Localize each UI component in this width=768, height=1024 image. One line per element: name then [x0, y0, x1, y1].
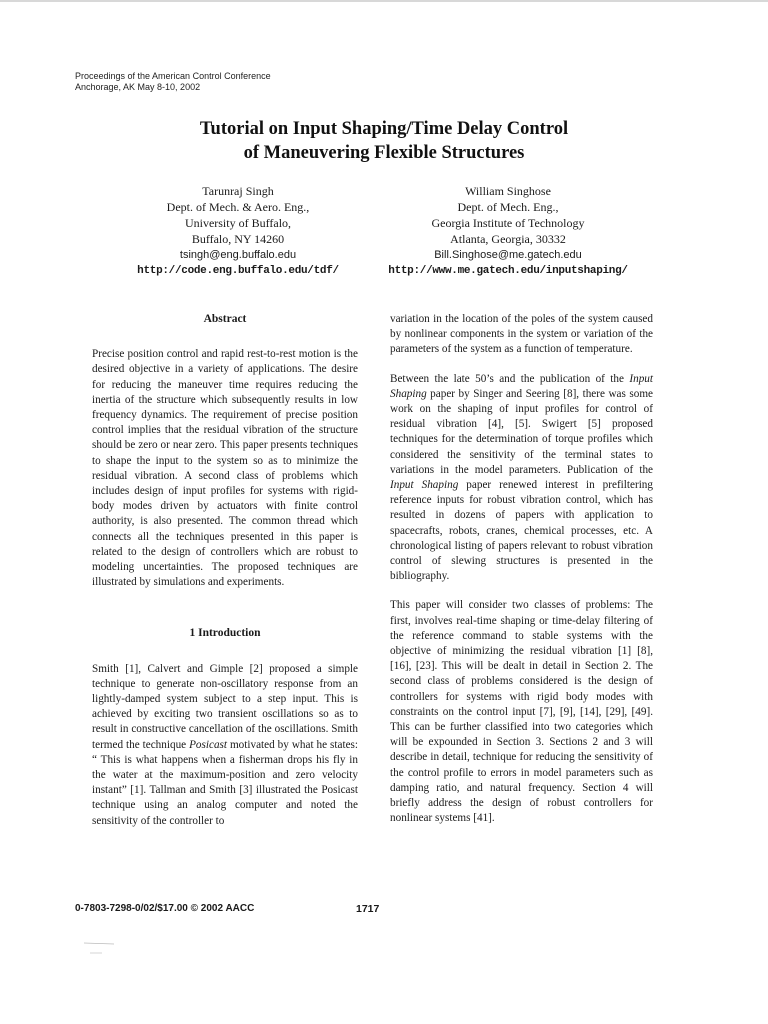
intro-text-b: motivated by what he states: “ This is what happens when a fisherman drops his fly in the water at the maximum-position and zero velocity instant” [1]. Tallman and Smith [3] illustrated the Posicast technique using an analog computer and noted the sensitivity of the controller to — [92, 738, 358, 827]
proceedings-line-2: Anchorage, AK May 8-10, 2002 — [75, 82, 201, 92]
right-paragraph-2: This paper will consider two classes of problems: The first, involves real-time shaping or time-delay filtering of the reference command to stable systems with the objective of minimizing the residual vibration [1] [8], [16], [23]. This will be dealt in detail in Section 2. The second class of problems considered is the design of controllers for systems with rigid body modes with constraints on the control input [7], [9], [14], [29], [49]. This can be further classified into two categories which will be expounded in Section 3. Sections 2 and 3 will describe in detail, technique for reducing the sensitivity of the control profile to errors in model parameters such as damping ratio, and natural frequency. Section 4 will briefly address the design of robust controllers for nonlinear systems [41]. — [390, 599, 653, 825]
proceedings-line-1: Proceedings of the American Control Conference — [75, 71, 271, 81]
scan-top-edge — [0, 0, 768, 2]
paper-title — [0, 117, 768, 165]
author-block-singhose — [358, 183, 658, 279]
author-location: Buffalo, NY 14260 — [191, 232, 285, 246]
author-block-singh — [88, 183, 388, 279]
abstract-heading: Abstract — [203, 313, 247, 325]
author-name: Tarunraj Singh — [202, 184, 274, 198]
rp1-text-c: paper renewed interest in prefiltering reference inputs for robust vibration control, which has resulted in dozens of papers with application to spacecrafts, robots, cranes, chemical processes, etc. A chronological listing of papers relevant to robust vibration control of slewing structures is presented in the bibliography. — [390, 479, 653, 583]
author-name: William Singhose — [465, 184, 551, 198]
author-url: http://www.me.gatech.edu/inputshaping/ — [388, 265, 628, 277]
author-email: tsingh@eng.buffalo.edu — [179, 249, 297, 261]
introduction-heading: 1 Introduction — [189, 627, 261, 640]
author-institution: Georgia Institute of Technology — [431, 216, 585, 230]
rp1-italic-1: Input Shaping — [390, 372, 653, 400]
footer-isbn: 0-7803-7298-0/02/$17.00 © 2002 AACC — [75, 903, 255, 914]
rp1-italic-2: Input Shaping — [390, 479, 459, 492]
page-number: 1717 — [356, 903, 380, 915]
scan-artifact — [82, 940, 142, 960]
intro-text-a: Smith [1], Calvert and Gimple [2] proposed a simple technique to generate non-oscillatory response from an lightly-damped system subject to a step input. This is achieved by exciting two transient oscillations so as to result in constructive cancellation of the oscillations. Smith termed the technique — [92, 662, 358, 751]
intro-italic-posicast: Posicast — [189, 738, 228, 751]
rp1-text-a: Between the late 50’s and the publication of the — [390, 372, 630, 385]
abstract-text: Precise position control and rapid rest-to-rest motion is the desired objective in a variety of applications. The desire for reducing the maneuver time requires reducing the inertia of the structure which subsequently results in low frequency dynamics. The requirement of precise position control implies that the residual vibration of the structure should be zero or near zero. This paper presents techniques to shape the input to the system so as to minimize the residual vibration. A second class of problems which includes design of input profiles for systems with rigid-body modes driven by actuators with finite control authority, is also presented. The common thread which connects all the techniques presented in this paper is related to the design of controllers which are robust to modeling uncertainties. The proposed techniques are illustrated by simulations and experiments. — [92, 348, 358, 589]
author-email: Bill.Singhose@me.gatech.edu — [434, 249, 582, 261]
right-paragraph-1 — [390, 372, 653, 585]
proceedings-header — [75, 71, 271, 93]
author-dept: Dept. of Mech. Eng., — [457, 200, 559, 214]
author-dept: Dept. of Mech. & Aero. Eng., — [166, 200, 310, 214]
rp1-text-b: paper by Singer and Seering [8], there was some work on the shaping of input profiles for control of residual vibration [4], [5]. Swigert [5] proposed techniques for the determination of torque profiles which considered the sensitivity of the terminal states to variations in the model parameters. Publication of the — [390, 387, 653, 476]
title-line-2: of Maneuvering Flexible Structures — [243, 143, 525, 163]
left-column — [92, 312, 358, 829]
author-location: Atlanta, Georgia, 30332 — [450, 232, 566, 246]
title-line-1: Tutorial on Input Shaping/Time Delay Control — [199, 119, 569, 139]
right-paragraph-0: variation in the location of the poles of the system caused by nonlinear components in the system or variation of the parameters of the system as a function of temperature. — [390, 313, 653, 356]
introduction-paragraph — [92, 662, 358, 829]
right-column — [390, 312, 653, 827]
author-institution: University of Buffalo, — [184, 216, 292, 230]
author-url: http://code.eng.buffalo.edu/tdf/ — [137, 265, 339, 277]
